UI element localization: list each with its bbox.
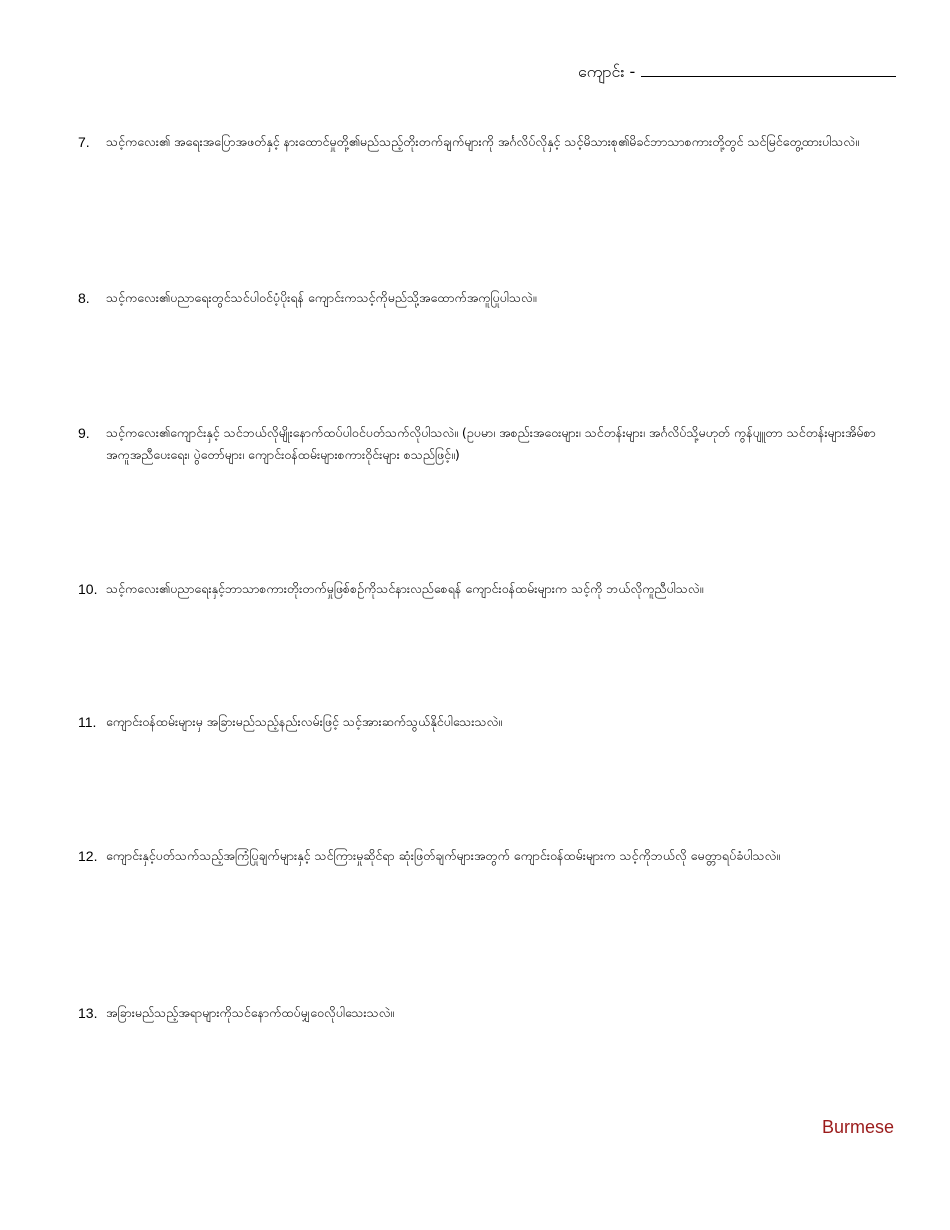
question-13 — [78, 1002, 890, 1024]
question-text: သင့်ကလေး၏ကျောင်းနှင့် သင်ဘယ်လိုမျိုးနောက်ထပ်ပါဝင်ပတ်သက်လိုပါသလဲ။ (ဥပမာ၊ အစည်းအဝေးများ၊ သင်တန်းများ၊ အင်္ဂလိပ်သို့မဟုတ် ကွန်ပျူတာ သင်တန်းများအိမ်စာ အကူအညီပေးရေး၊ ပွဲတော်များ၊ ကျောင်းဝန်ထမ်းများစကားဝိုင်းများ စသည်ဖြင့်။) — [106, 425, 876, 462]
question-number: 7. — [78, 134, 90, 150]
question-text: ကျောင်းနှင့်ပတ်သက်သည့်အကြံပြုချက်များနှင့် သင်ကြားမှုဆိုင်ရာ ဆုံးဖြတ်ချက်များအတွက် ကျောင်းဝန်ထမ်းများက သင့်ကိုဘယ်လို မေတ္တာရပ်ခံပါသလဲ။ — [106, 848, 781, 863]
school-label: ကျောင်း - — [578, 62, 636, 81]
question-number: 13. — [78, 1005, 98, 1021]
question-text: အခြားမည်သည့်အရာများကိုသင်နောက်ထပ်မျှဝေလိုပါသေးသလဲ။ — [106, 1005, 395, 1020]
question-8 — [78, 287, 890, 309]
question-number: 12. — [78, 848, 98, 864]
question-number: 8. — [78, 290, 90, 306]
question-12 — [78, 845, 890, 867]
question-text: သင့်ကလေး၏ အရေးအပြောအဖတ်နှင့် နားထောင်မှုတို့၏မည်သည့်တိုးတက်ချက်များကို အင်္ဂလိပ်လိုနှင့် သင့်မိသားစု၏မိခင်ဘာသာစကားတို့တွင် သင်မြင်တွေ့ထားပါသလဲ။ — [106, 134, 859, 149]
school-blank-line — [641, 58, 896, 77]
question-text: သင့်ကလေး၏ပညာရေးတွင်သင်ပါဝင်ပံ့ပိုးရန် ကျောင်းကသင့်ကိုမည်သို့အထောက်အကူပြုပါသလဲ။ — [106, 290, 537, 305]
question-11 — [78, 711, 890, 733]
question-10 — [78, 578, 890, 600]
question-9 — [78, 422, 890, 466]
question-number: 9. — [78, 425, 90, 441]
question-text: သင့်ကလေး၏ပညာရေးနှင့်ဘာသာစကားတိုးတက်မှုဖြစ်စဉ်ကိုသင်နားလည်စေရန် ကျောင်းဝန်ထမ်းများက သင့်ကို ဘယ်လိုကူညီပါသလဲ။ — [106, 581, 704, 596]
question-text: ကျောင်းဝန်ထမ်းများမှ အခြားမည်သည့်နည်းလမ်းဖြင့် သင့်အားဆက်သွယ်နိုင်ပါသေးသလဲ။ — [106, 714, 503, 729]
question-7 — [78, 131, 890, 153]
language-label: Burmese — [821, 1117, 894, 1137]
school-name-field — [578, 58, 896, 84]
question-number: 11. — [78, 714, 97, 730]
question-number: 10. — [78, 581, 98, 597]
